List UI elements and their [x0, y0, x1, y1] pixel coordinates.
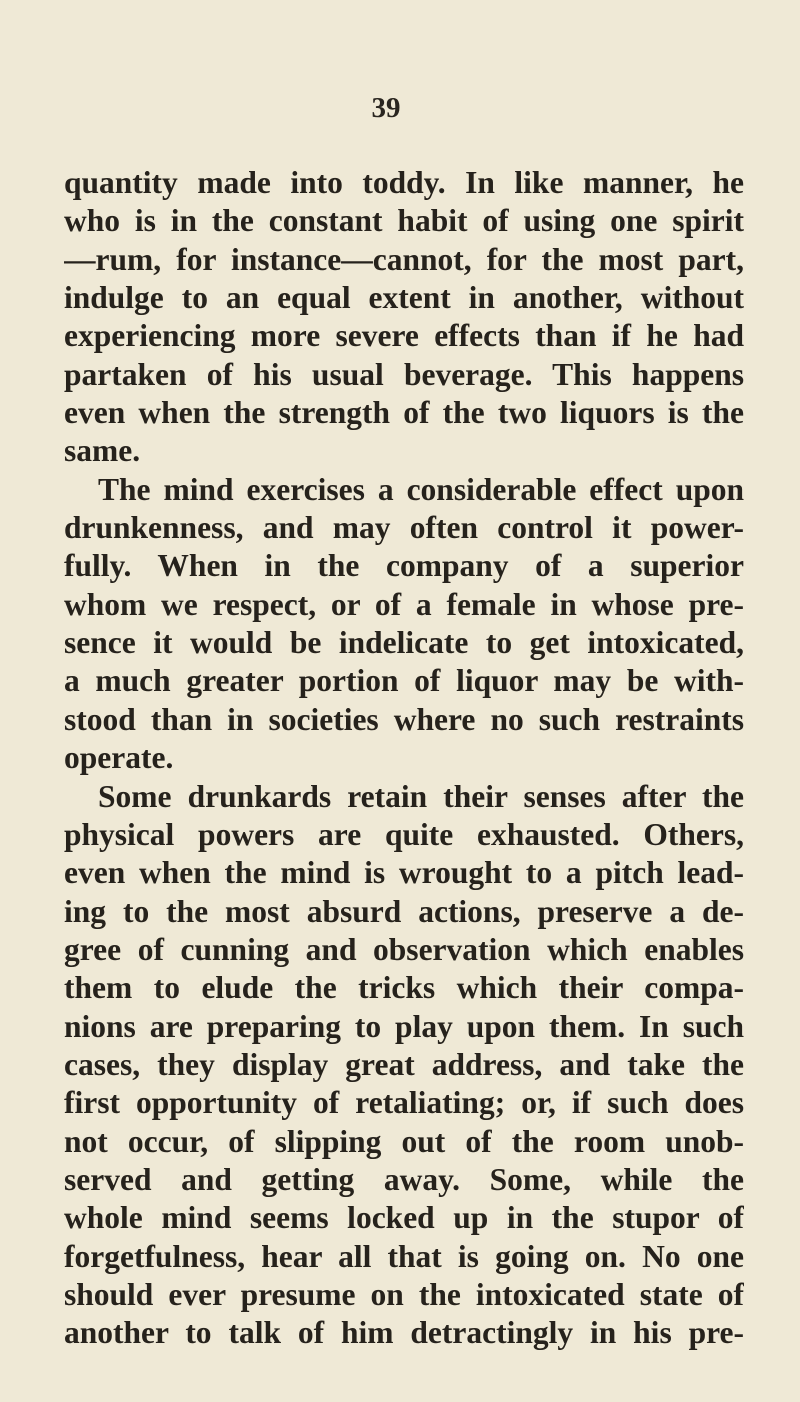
text-line: gree of cunning and observation which enables — [64, 931, 744, 967]
text-line: first opportunity of retaliating; or, if such does — [64, 1085, 744, 1121]
text-line: operate. — [64, 740, 174, 776]
text-line: them to elude the tricks which their compa- — [64, 970, 744, 1006]
text-line: —rum, for instance—cannot, for the most part, — [64, 241, 744, 277]
text-line: ing to the most absurd actions, preserve a de- — [64, 893, 744, 929]
text-line: whole mind seems locked up in the stupor of — [64, 1200, 744, 1236]
text-line: stood than in societies where no such restraints — [64, 701, 744, 737]
text-line: should ever presume on the intoxicated state of — [64, 1276, 744, 1312]
body-text — [64, 164, 744, 1353]
page-number: 39 — [371, 92, 401, 124]
text-line: forgetfulness, hear all that is going on. No one — [64, 1238, 744, 1274]
text-line: sence it would be indelicate to get intoxicated, — [64, 625, 744, 661]
text-line: The mind exercises a considerable effect upon — [98, 471, 744, 507]
text-line: indulge to an equal extent in another, without — [64, 280, 744, 316]
text-line: who is in the constant habit of using one spirit — [64, 203, 744, 239]
text-line: partaken of his usual beverage. This happens — [64, 356, 744, 392]
text-line: experiencing more severe effects than if he had — [64, 318, 744, 354]
text-line: fully. When in the company of a superior — [64, 548, 744, 584]
text-line: not occur, of slipping out of the room unob- — [64, 1123, 744, 1159]
text-line: quantity made into toddy. In like manner, he — [64, 165, 744, 200]
text-line: a much greater portion of liquor may be with- — [64, 663, 744, 699]
text-line: Some drunkards retain their senses after the — [98, 778, 744, 814]
text-line: even when the strength of the two liquors is the — [64, 395, 744, 431]
text-line: another to talk of him detractingly in his pre- — [64, 1315, 744, 1351]
text-line: nions are preparing to play upon them. In such — [64, 1008, 744, 1044]
text-line: cases, they display great address, and take the — [64, 1046, 744, 1082]
text-line: drunkenness, and may often control it power- — [64, 510, 744, 546]
text-line: even when the mind is wrought to a pitch lead- — [64, 855, 744, 891]
text-line: same. — [64, 433, 141, 469]
text-line: whom we respect, or of a female in whose pre- — [64, 586, 744, 622]
text-line: physical powers are quite exhausted. Others, — [64, 816, 744, 852]
text-line: served and getting away. Some, while the — [64, 1161, 744, 1197]
